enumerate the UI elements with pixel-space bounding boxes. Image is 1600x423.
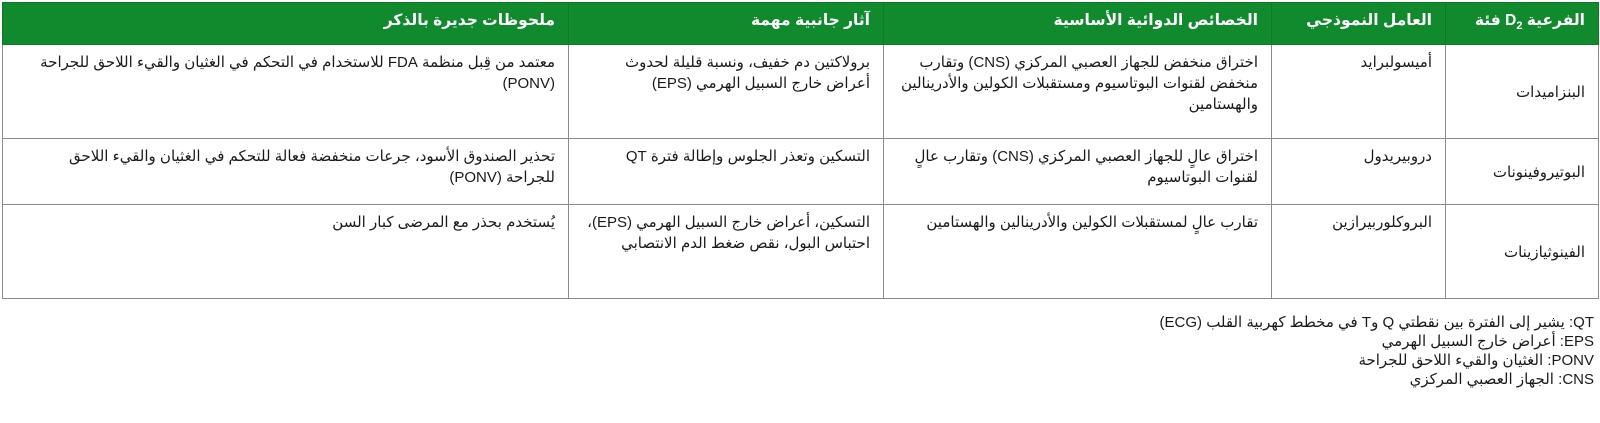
cell-notes: يُستخدم بحذر مع المرضى كبار السن [3,205,569,299]
cell-agent: البروكلوربيرازين [1272,205,1446,299]
cell-side-effects: برولاكتين دم خفيف، ونسبة قليلة لحدوث أعراض خارج السبيل الهرمي (EPS) [569,45,884,139]
header-notes: ملحوظات جديرة بالذكر [3,3,569,45]
footnote-abbr: CNS [1562,371,1594,388]
footnotes [14,313,1594,389]
cell-agent: أميسولبرايد [1272,45,1446,139]
footnote-eps [14,332,1594,351]
cell-notes: تحذير الصندوق الأسود، جرعات منخفضة فعالة للتحكم في الغثيان والقيء اللاحق للجراحة (PONV) [3,139,569,205]
cell-properties: اختراق عالٍ للجهاز العصبي المركزي (CNS) وتقارب عالٍ لقنوات البوتاسيوم [884,139,1272,205]
cell-class: البوتيروفينونات [1446,139,1599,205]
cell-side-effects: التسكين وتعذر الجلوس وإطالة فترة QT [569,139,884,205]
footnote-qt [14,313,1594,332]
cell-properties: تقارب عالٍ لمستقبلات الكولين والأدرينالين والهستامين [884,205,1272,299]
table-row [3,205,1599,299]
cell-agent: دروبيريدول [1272,139,1446,205]
cell-class: الفينوثيازينات [1446,205,1599,299]
footnote-ponv [14,351,1594,370]
header-pharmacologic-properties: الخصائص الدوائية الأساسية [884,3,1272,45]
footnote-text: : الغثيان والقيء اللاحق للجراحة [1358,352,1552,369]
footnote-text: : أعراض خارج السبيل الهرمي [1381,333,1564,350]
table-header-row [3,3,1599,45]
header-side-effects: آثار جانبية مهمة [569,3,884,45]
header-subfamily: الفرعية $D_2$ فئة [1446,3,1599,45]
table-row [3,139,1599,205]
footnote-text: : يشير إلى الفترة بين نقطتي Q وT في مخطط كهربية القلب (ECG) [1159,314,1574,331]
footnote-cns [14,370,1594,389]
table-row [3,45,1599,139]
d2-subfamily-table [2,2,1599,299]
cell-side-effects: التسكين، أعراض خارج السبيل الهرمي (EPS)، احتباس البول، نقص ضغط الدم الانتصابي [569,205,884,299]
footnote-abbr: QT [1573,314,1594,331]
footnote-abbr: PONV [1551,352,1594,369]
cell-class: البنزاميدات [1446,45,1599,139]
footnote-abbr: EPS [1563,333,1594,350]
cell-notes: معتمد من قِبل منظمة FDA للاستخدام في التحكم في الغثيان والقيء اللاحق للجراحة (PONV) [3,45,569,139]
cell-properties: اختراق منخفض للجهاز العصبي المركزي (CNS) وتقارب منخفض لقنوات البوتاسيوم ومستقبلات الكولين والأدرينالين والهستامين [884,45,1272,139]
footnote-text: : الجهاز العصبي المركزي [1409,371,1563,388]
header-prototype-agent: العامل النموذجي [1272,3,1446,45]
